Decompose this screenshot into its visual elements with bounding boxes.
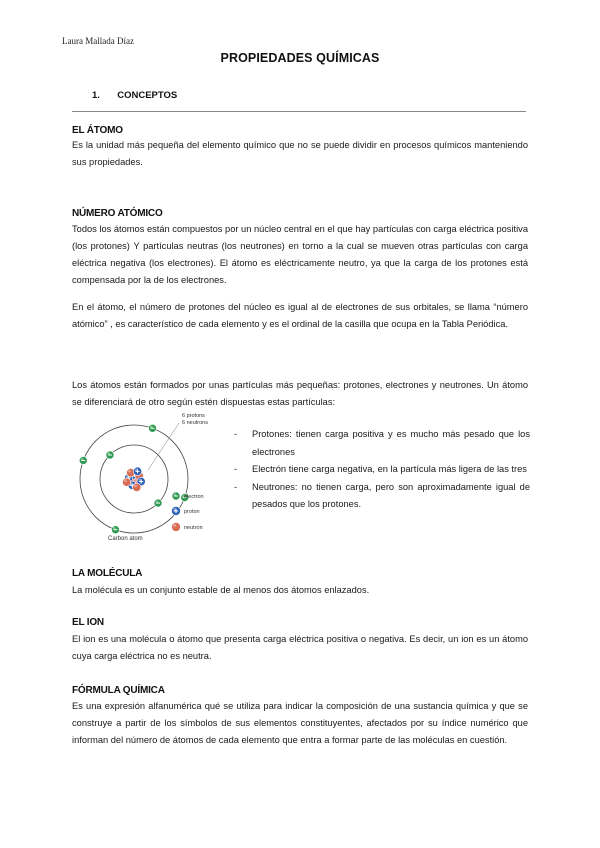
section-label: CONCEPTOS: [117, 90, 178, 101]
legend-neutron-label: neutron: [184, 525, 203, 531]
page-title: PROPIEDADES QUÍMICAS: [220, 51, 380, 65]
label-neutrons: 6 neutrons: [182, 420, 208, 426]
electron: [106, 451, 114, 459]
neutron: [122, 478, 130, 486]
list-item-text: Electrón tiene carga negativa, en la partícula más ligera de las tres: [252, 464, 527, 474]
list-item: [234, 479, 530, 514]
legend-neutron-marker: [172, 523, 181, 532]
diagram-caption: Carbon atom: [108, 536, 143, 542]
paragraph-atomo: Es la unidad más pequeña del elemento químico que no se puede dividir en procesos químicos manteniendo sus propiedades.: [72, 140, 528, 167]
paragraph-ion: El ion es una molécula o átomo que presenta carga eléctrica positiva o negativa. Es decir, un ion es un átomo cuya carga eléctrica no es neutra.: [72, 634, 528, 661]
list-item-text: Protones: tienen carga positiva y es mucho más pesado que los electrones: [252, 429, 530, 457]
electron: [154, 499, 162, 507]
electron: [149, 424, 157, 432]
neutron: [133, 483, 141, 491]
list-dash: -: [234, 464, 238, 474]
legend-electron-label: electron: [184, 494, 204, 500]
author-name: Laura Mallada Díaz: [62, 36, 134, 46]
label-protons: 6 protons: [182, 413, 205, 419]
list-item-text: Neutrones: no tienen carga, pero son aproximadamente igual de pesados que los protones.: [252, 481, 530, 509]
list-item: [234, 461, 530, 479]
list-dash: -: [234, 481, 238, 492]
carbon-atom-diagram: [76, 402, 226, 552]
section-divider: [72, 111, 526, 112]
paragraph-numero-atomico-3: Los átomos están formados por unas partículas más pequeñas: protones, electrones y neutrones. Un átomo se diferenciará de otro según estén dispuestas estas partículas:: [72, 380, 528, 407]
legend-electron-marker: [172, 492, 180, 500]
paragraph-molecula: La molécula es un conjunto estable de al menos dos átomos enlazados.: [72, 585, 370, 595]
legend-proton-marker: [172, 507, 181, 516]
heading-atomo: EL ÁTOMO: [72, 125, 123, 136]
electron: [79, 456, 87, 464]
heading-formula: FÓRMULA QUÍMICA: [72, 685, 165, 696]
paragraph-formula: Es una expresión alfanumérica qué se utiliza para indicar la composición de una sustancia química y que se construye a partir de los símbolos de sus elementos constituyentes, afectados por su índice numérico que informan del número de átomos de cada elemento que entra a formar parte de las moléculas en cuestión.: [72, 701, 528, 745]
paragraph-numero-atomico-1: Todos los átomos están compuestos por un núcleo central en el que hay partículas con carga eléctrica positiva (los protones) Y partículas neutras (los neutrones) en torno a la cual se mueven otras partículas con carga eléctrica negativa (los electrones). El átomo es eléctricamente neutro, ya que la carga de los protones está compensada por la de los electrones.: [72, 224, 528, 285]
section-heading: [92, 90, 177, 101]
heading-ion: EL ION: [72, 617, 104, 628]
list-dash: -: [234, 429, 238, 439]
electron: [111, 526, 119, 534]
particle-list: [234, 426, 530, 514]
list-item: [234, 426, 530, 461]
section-number: 1.: [92, 90, 100, 101]
heading-numero-atomico: NÚMERO ATÓMICO: [72, 208, 163, 219]
legend-proton-label: proton: [184, 509, 200, 515]
heading-molecula: LA MOLÉCULA: [72, 568, 143, 579]
proton: [133, 467, 141, 475]
paragraph-numero-atomico-2: En el átomo, el número de protones del núcleo es igual al de electrones de sus orbitales, se llama “número atómico” , es característico de cada elemento y es el ordinal de la casilla que ocupa en la Tabla Periódica.: [72, 302, 528, 329]
